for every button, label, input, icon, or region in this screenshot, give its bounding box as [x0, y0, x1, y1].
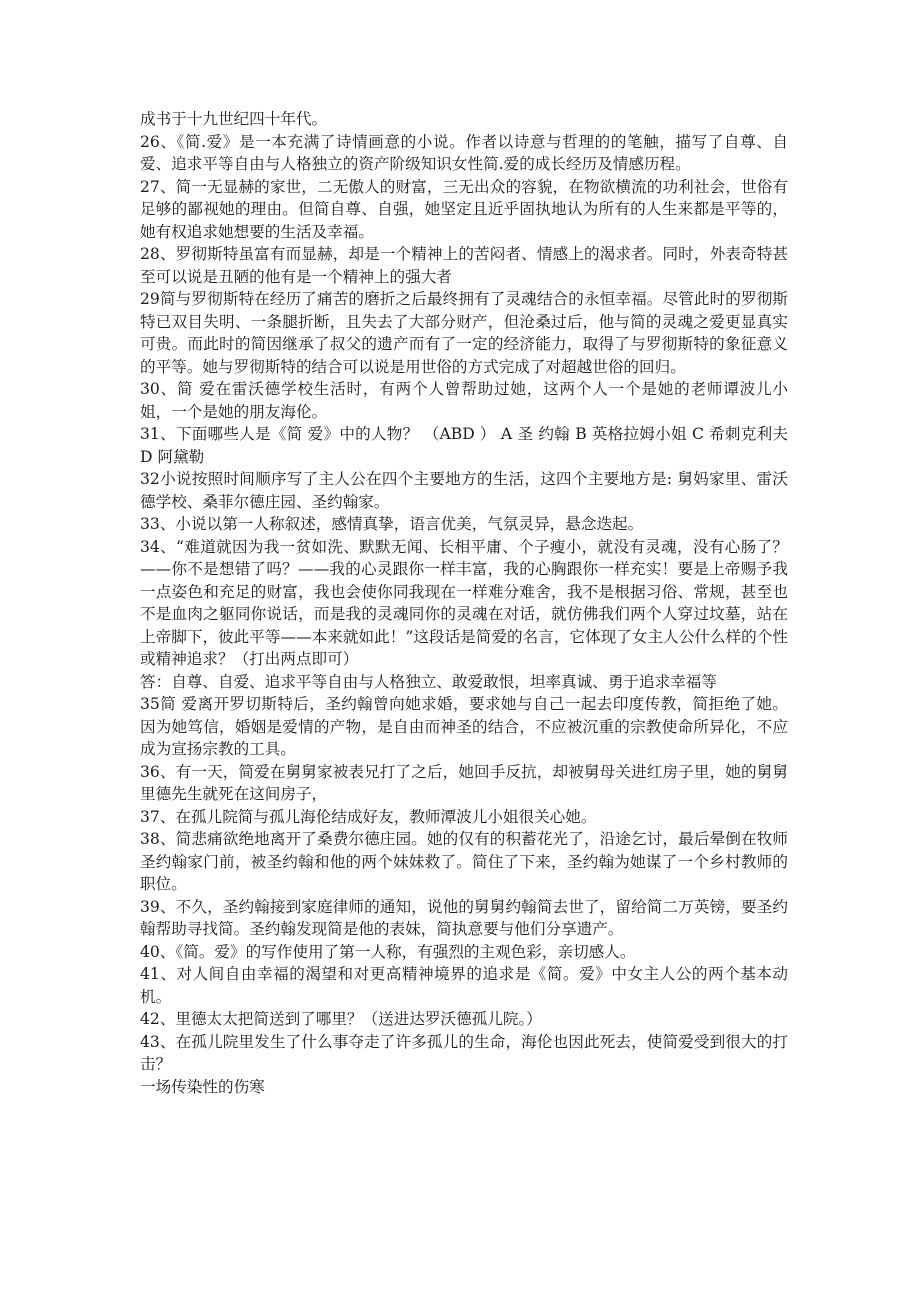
- paragraph: 33、小说以第一人称叙述，感情真挚，语言优美，气氛灵异，悬念迭起。: [140, 515, 644, 533]
- answer-paragraph: 答：自尊、自爱、追求平等自由与人格独立、敢爱敢恨，坦率真诚、勇于追求幸福等: [140, 672, 717, 691]
- paragraph: 26、《简.爱》是一本充满了诗情画意的小说。作者以诗意与哲理的的笔触，描写了自尊、自爱、追求平等自由与人格独立的资产阶级知识女性简.爱的成长经历及情感历程。: [140, 132, 788, 173]
- paragraph: 36、有一天，简爱在舅舅家被表兄打了之后，她回手反抗，却被舅母关进红房子里，她的舅舅里德先生就死在这间房子，: [140, 762, 788, 803]
- paragraph: 30、简 爱在雷沃德学校生活时，有两个人曾帮助过她，这两个人一个是她的老师谭波儿小姐，一个是她的朋友海伦。: [140, 380, 788, 421]
- paragraph: 28、罗彻斯特虽富有而显赫，却是一个精神上的苦闷者、情感上的渴求者。同时，外表奇特甚至可以说是丑陋的他有是一个精神上的强大者: [140, 245, 788, 286]
- paragraph: 32小说按照时间顺序写了主人公在四个主要地方的生活，这四个主要地方是: 舅妈家里、雷沃德学校、桑菲尔德庄园、圣约翰家。: [140, 470, 788, 511]
- answer-paragraph: 一场传染性的伤寒: [140, 1077, 265, 1096]
- paragraph: 35简 爱离开罗切斯特后，圣约翰曾向她求婚，要求她与自己一起去印度传教，简拒绝了她。因为她笃信，婚姻是爱情的产物，是自由而神圣的结合，不应被沉重的宗教使命所异化，不应成为宣扬宗教的工具。: [140, 695, 788, 758]
- paragraph: 42、里德太太把简送到了哪里？（送进达罗沃德孤儿院。）: [140, 1010, 542, 1028]
- paragraph: 43、在孤儿院里发生了什么事夺走了许多孤儿的生命，海伦也因此死去，使简爱受到很大的打击？: [140, 1032, 788, 1073]
- paragraph: 39、不久，圣约翰接到家庭律师的通知，说他的舅舅约翰简去世了，留给简二万英镑，要圣约翰帮助寻找简。圣约翰发现简是他的表妹，简执意要与他们分享遗产。: [140, 897, 788, 938]
- paragraph: 41、对人间自由幸福的渴望和对更高精神境界的追求是《简。爱》中女主人公的两个基本动机。: [140, 965, 788, 1006]
- paragraph: 38、简悲痛欲绝地离开了桑费尔德庄园。她的仅有的积蓄花光了，沿途乞讨，最后晕倒在牧师圣约翰家门前，被圣约翰和他的两个妹妹救了。简住了下来，圣约翰为她谋了一个乡村教师的职位。: [140, 830, 788, 893]
- document-body: [140, 108, 788, 1098]
- paragraph: 29简与罗彻斯特在经历了痛苦的磨折之后最终拥有了灵魂结合的永恒幸福。尽管此时的罗彻斯特已双目失明、一条腿折断，且失去了大部分财产，但沧桑过后，他与简的灵魂之爱更显真实可贵。而此时的简因继承了叔父的遗产而有了一定的经济能力，取得了与罗彻斯特的象征意义的平等。她与罗彻斯特的结合可以说是用世俗的方式完成了对超越世俗的回归。: [140, 290, 788, 376]
- paragraph: 31、下面哪些人是《简 爱》中的人物？ （ABD ） A 圣 约翰 B 英格拉姆小姐 C 希刺克利夫 D 阿黛勒: [140, 425, 788, 466]
- paragraph: 成书于十九世纪四十年代。: [140, 110, 328, 128]
- paragraph: 37、在孤儿院简与孤儿海伦结成好友，教师潭波儿小姐很关心她。: [140, 807, 597, 826]
- paragraph: 40、《简。爱》的写作使用了第一人称，有强烈的主观色彩，亲切感人。: [140, 942, 636, 961]
- paragraph: 27、简一无显赫的家世，二无傲人的财富，三无出众的容貌，在物欲横流的功利社会，世俗有足够的鄙视她的理由。但简自尊、自强，她坚定且近乎固执地认为所有的人生来都是平等的，她有权追求她想要的生活及幸福。: [140, 177, 788, 241]
- paragraph: 34、“难道就因为我一贫如洗、默默无闻、长相平庸、个子瘦小，就没有灵魂，没有心肠了？——你不是想错了吗？——我的心灵跟你一样丰富，我的心胸跟你一样充实！要是上帝赐予我一点姿色和充足的财富，我也会使你同我现在一样难分难舍，我不是根据习俗、常规，甚至也不是血肉之躯同你说话，而是我的灵魂同你的灵魂在对话，就仿佛我们两个人穿过坟墓，站在上帝脚下，彼此平等——本来就如此！”这段话是简爱的名言，它体现了女主人公什么样的个性或精神追求？（打出两点即可）: [140, 537, 788, 668]
